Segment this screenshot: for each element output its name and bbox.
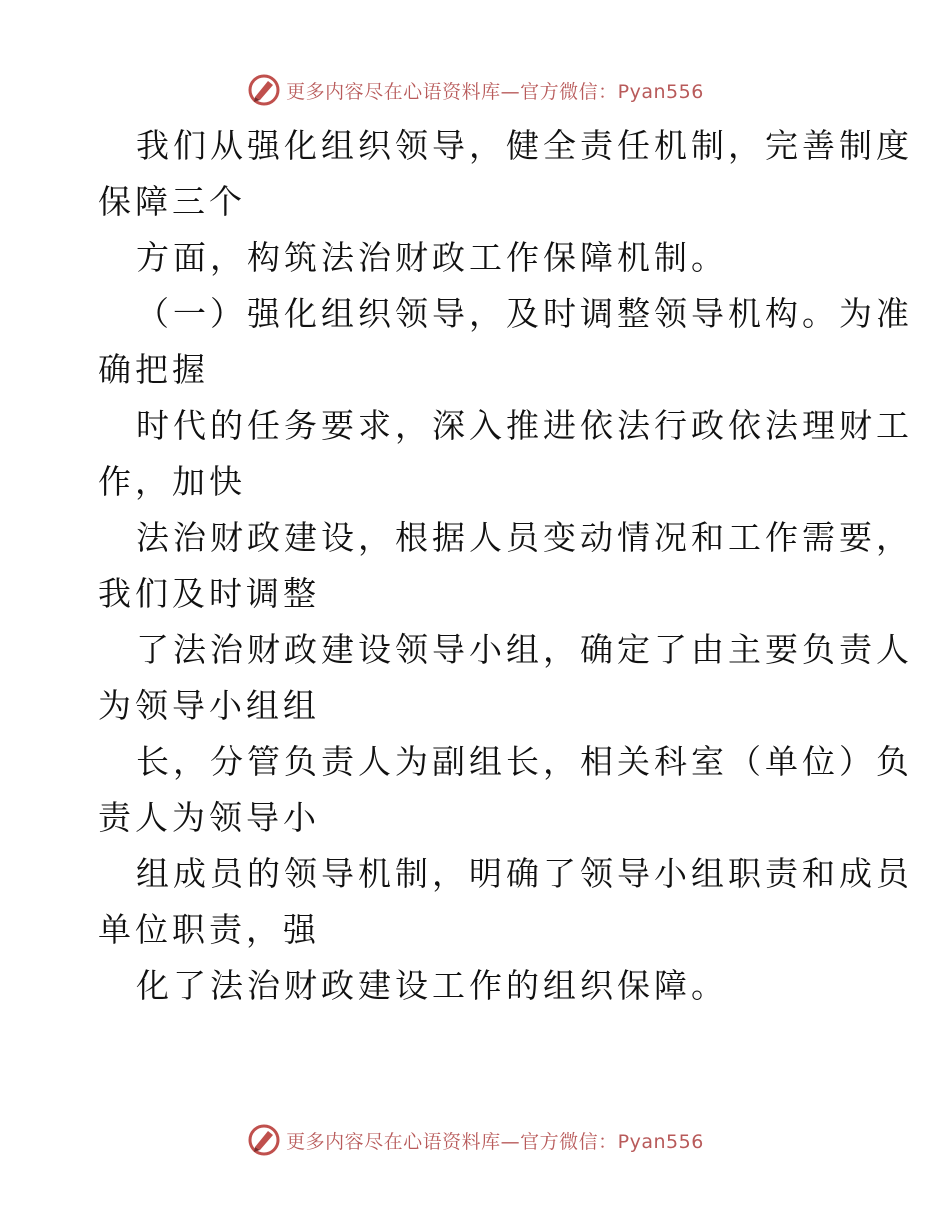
text-line: 为领导小组组	[98, 686, 320, 725]
text-line: 方面，构筑法治财政工作保障机制。	[136, 238, 728, 277]
text-line: 责人为领导小	[98, 798, 320, 837]
text-line: 确把握	[98, 350, 209, 389]
pen-circle-logo-icon	[246, 72, 282, 108]
watermark-text: 更多内容尽在心语资料库—官方微信：Pyan556	[286, 80, 704, 103]
text-line: （一）强化组织领导，及时调整领导机构。为准	[136, 294, 913, 333]
watermark-header	[0, 70, 950, 110]
text-line: 单位职责，强	[98, 910, 320, 949]
text-line: 法治财政建设，根据人员变动情况和工作需要，	[136, 518, 913, 557]
watermark-text: 更多内容尽在心语资料库—官方微信：Pyan556	[286, 1130, 704, 1153]
text-line: 作，加快	[98, 462, 246, 501]
text-line: 了法治财政建设领导小组，确定了由主要负责人	[136, 630, 913, 669]
text-line: 长，分管负责人为副组长，相关科室（单位）负	[136, 742, 913, 781]
text-line: 我们及时调整	[98, 574, 320, 613]
watermark-footer	[0, 1120, 950, 1160]
pen-circle-logo-icon	[246, 1122, 282, 1158]
text-line: 时代的任务要求，深入推进依法行政依法理财工	[136, 406, 913, 445]
document-body	[98, 118, 913, 1014]
text-line: 化了法治财政建设工作的组织保障。	[136, 966, 728, 1005]
text-line: 组成员的领导机制，明确了领导小组职责和成员	[136, 854, 913, 893]
text-line: 保障三个	[98, 182, 246, 221]
text-line: 我们从强化组织领导，健全责任机制，完善制度	[136, 126, 913, 165]
